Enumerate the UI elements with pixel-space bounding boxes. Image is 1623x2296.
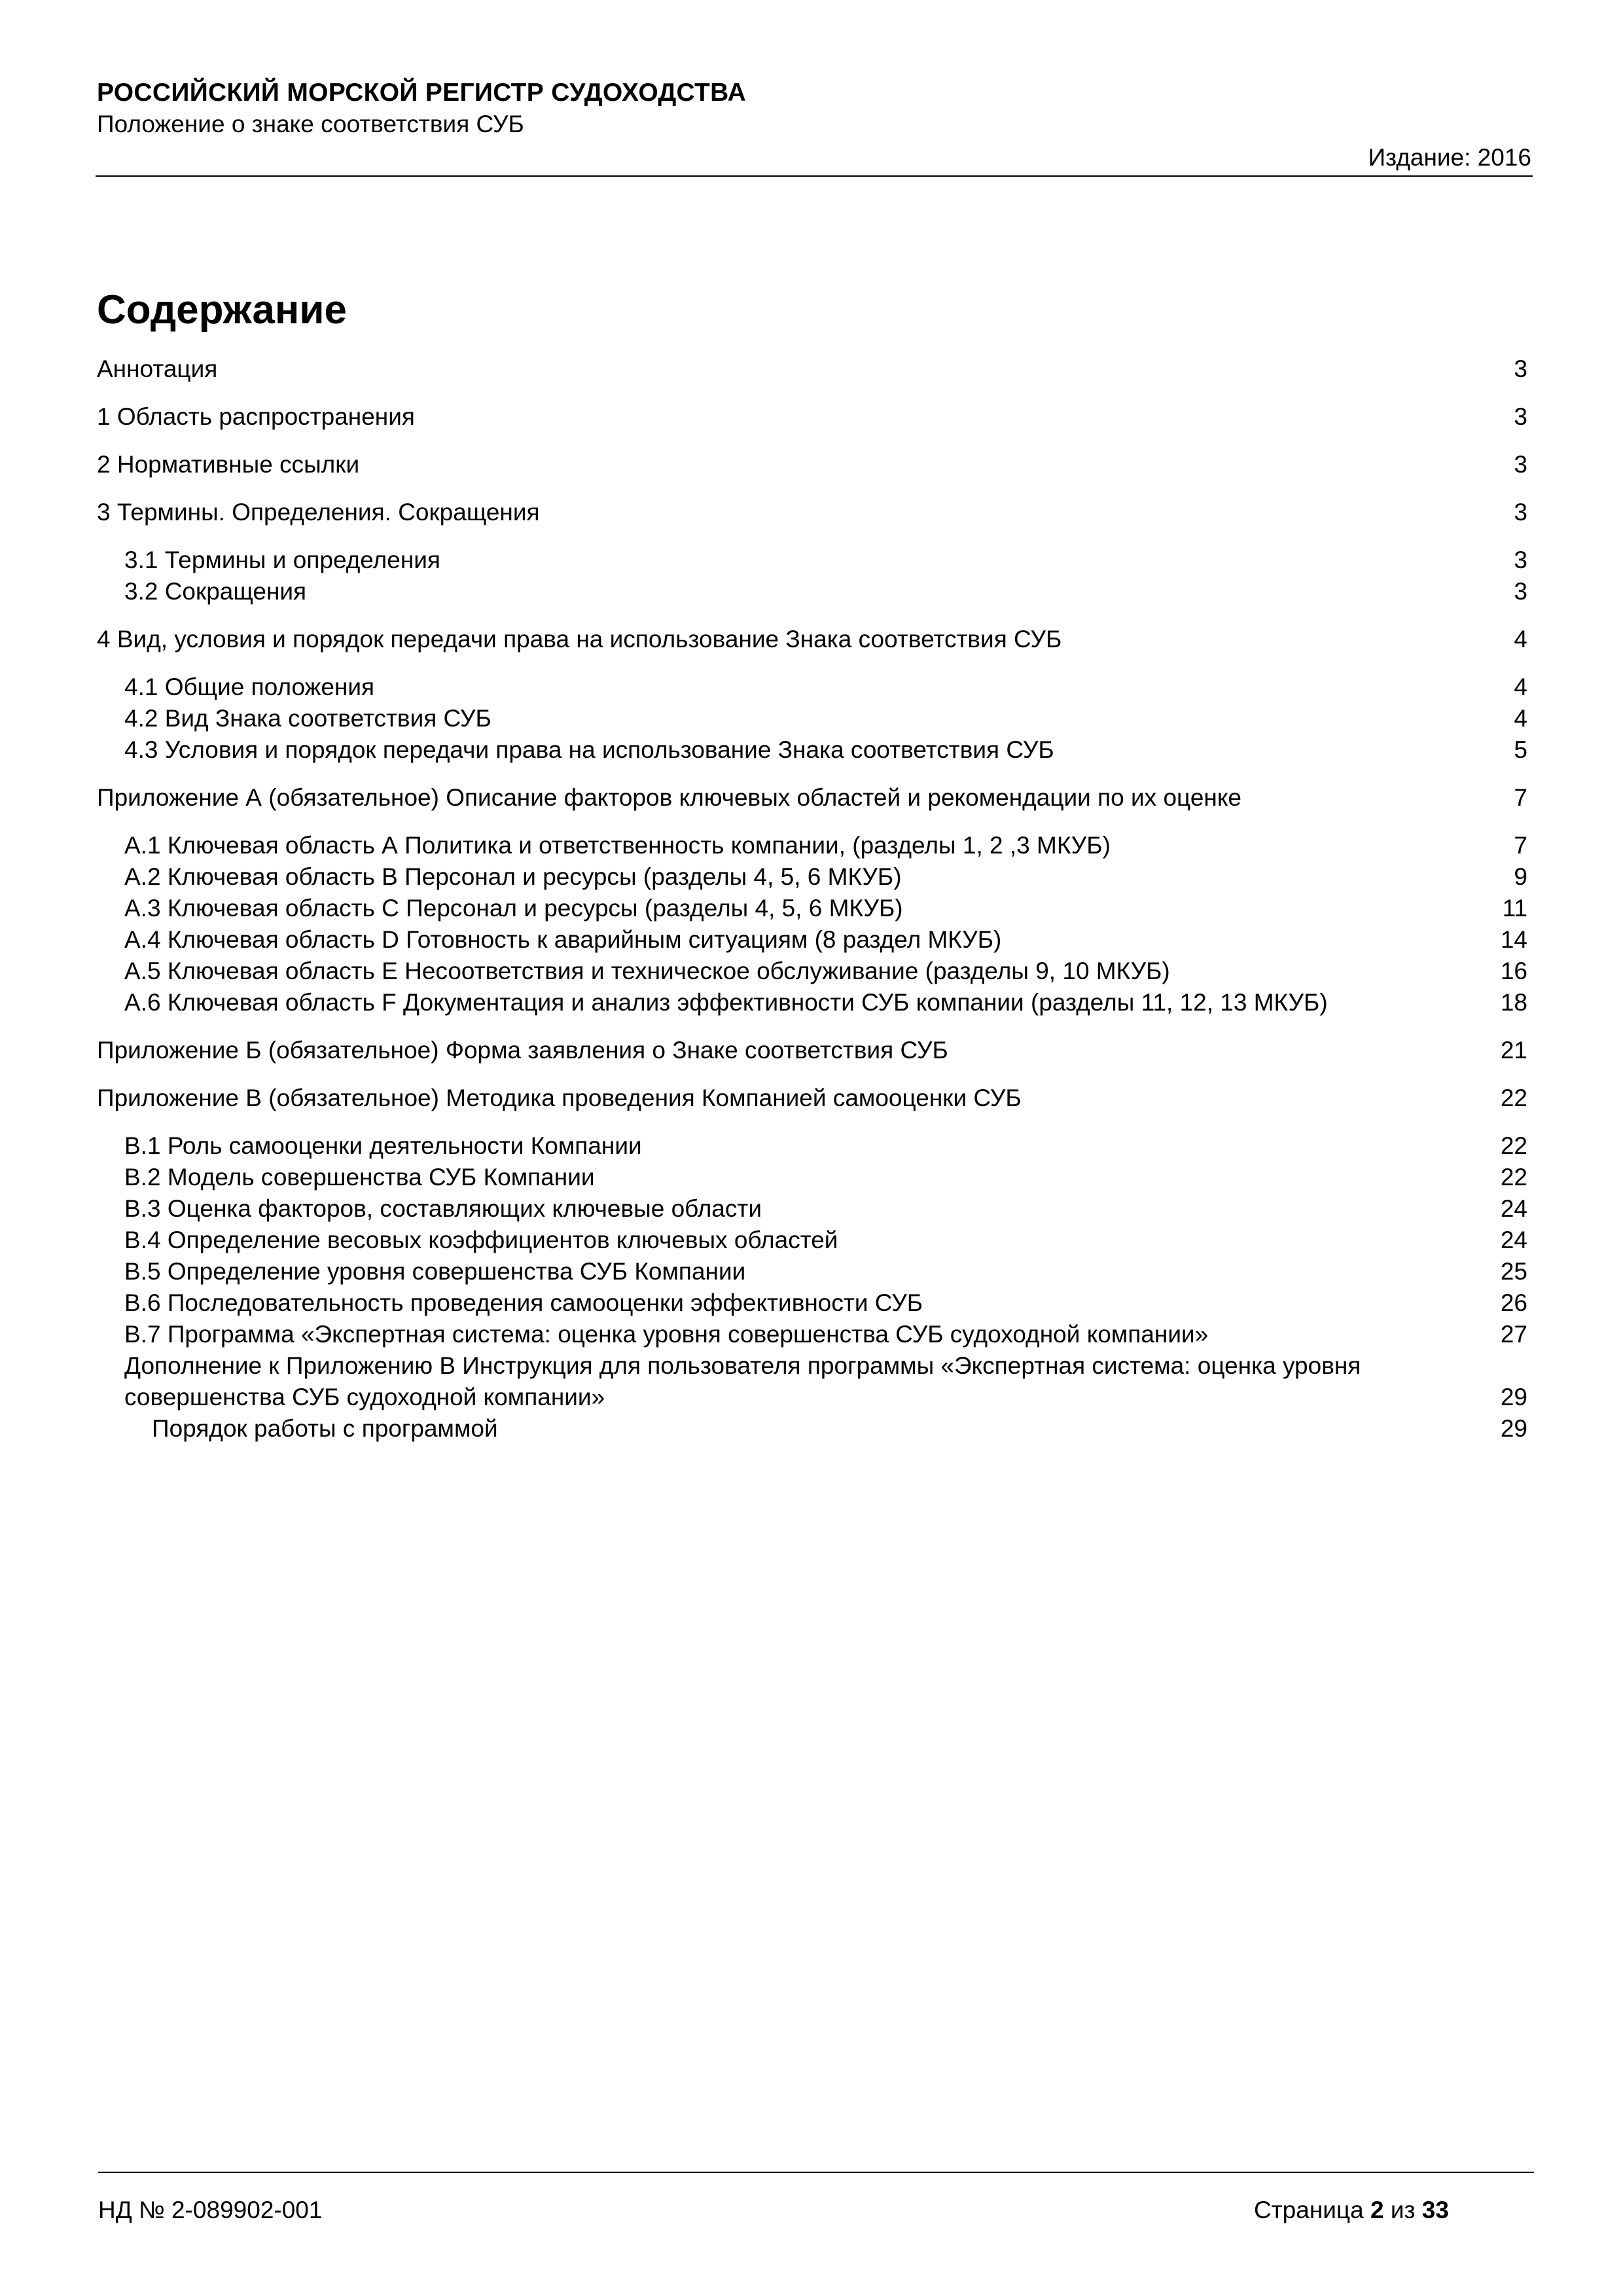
toc-entry[interactable] [97, 353, 1527, 385]
edition-label: Издание: 2016 [1368, 144, 1531, 171]
toc-entry-page: 22 [1500, 1132, 1527, 1159]
toc-entry-text: Приложение В (обязательное) Методика проведения Компанией самооценки СУБ [97, 1085, 1022, 1111]
toc-entry-page: 3 [1514, 578, 1527, 605]
toc-entry[interactable] [97, 1225, 1527, 1256]
toc-entry-page: 24 [1500, 1195, 1527, 1222]
toc-entry-page: 7 [1514, 832, 1527, 859]
toc-entry-page: 16 [1500, 958, 1527, 984]
toc-entry-page: 24 [1500, 1227, 1527, 1253]
toc-entry[interactable] [97, 545, 1527, 576]
toc-entry[interactable] [97, 672, 1527, 703]
toc-entry-page: 3 [1514, 547, 1527, 573]
toc-entry-page: 5 [1514, 736, 1527, 763]
toc-entry-text: Аннотация [97, 355, 218, 382]
toc-entry[interactable] [97, 924, 1527, 956]
toc-entry-text: 4 Вид, условия и порядок передачи права на использование Знака соответствия СУБ [97, 626, 1062, 653]
toc-entry-page: 4 [1514, 626, 1527, 653]
toc-entry-text: В.6 Последовательность проведения самооценки эффективности СУБ [124, 1289, 923, 1316]
toc-entry[interactable] [97, 1319, 1527, 1350]
toc-entry[interactable] [97, 1083, 1527, 1114]
toc-entry[interactable] [97, 893, 1527, 924]
toc-entry[interactable] [97, 782, 1527, 814]
toc-entry-page: 18 [1500, 989, 1527, 1016]
toc-entry-page: 9 [1514, 863, 1527, 890]
document-title: Положение о знаке соответствия СУБ [97, 111, 524, 137]
page-total: 33 [1421, 2197, 1449, 2223]
toc-entry-page: 3 [1514, 403, 1527, 430]
toc-entry-page: 3 [1514, 499, 1527, 526]
toc-entry[interactable] [97, 987, 1527, 1018]
toc-title: Содержание [97, 287, 347, 332]
toc-entry-text: В.2 Модель совершенства СУБ Компании [124, 1164, 595, 1191]
toc-entry-page: 29 [1500, 1415, 1527, 1442]
toc-entry[interactable] [97, 1350, 1527, 1413]
toc-entry-page: 29 [1500, 1384, 1527, 1410]
toc-entry-text: В.4 Определение весовых коэффициентов ключевых областей [124, 1227, 838, 1253]
toc-entry-text: А.1 Ключевая область А Политика и ответственность компании, (разделы 1, 2 ,3 МКУБ) [124, 832, 1111, 859]
toc-entry-text: В.3 Оценка факторов, составляющих ключевые области [124, 1195, 762, 1222]
toc-entry-page: 4 [1514, 705, 1527, 732]
table-of-contents [97, 353, 1527, 1444]
toc-entry[interactable] [97, 1287, 1527, 1319]
toc-entry[interactable] [97, 734, 1527, 766]
toc-entry[interactable] [97, 401, 1527, 433]
toc-entry[interactable] [97, 1256, 1527, 1287]
toc-entry-text: 4.1 Общие положения [124, 673, 375, 700]
toc-entry-text: В.1 Роль самооценки деятельности Компании [124, 1132, 642, 1159]
toc-entry-text: 3 Термины. Определения. Сокращения [97, 499, 540, 526]
toc-entry[interactable] [97, 703, 1527, 734]
toc-entry[interactable] [97, 1193, 1527, 1225]
page-prefix: Страница [1254, 2197, 1364, 2223]
toc-entry-page: 14 [1500, 926, 1527, 953]
toc-entry[interactable] [97, 624, 1527, 655]
toc-entry-text: Порядок работы с программой [152, 1415, 498, 1442]
page-separator: из [1390, 2197, 1416, 2223]
footer-divider [98, 2172, 1534, 2173]
toc-entry-text: А.6 Ключевая область F Документация и анализ эффективности СУБ компании (разделы 11, 12, 13 МКУБ) [124, 989, 1328, 1016]
header-divider [96, 175, 1533, 177]
toc-entry-text: 1 Область распространения [97, 403, 415, 430]
organization-name: РОССИЙСКИЙ МОРСКОЙ РЕГИСТР СУДОХОДСТВА [97, 79, 747, 107]
toc-entry-text: В.7 Программа «Экспертная система: оценка уровня совершенства СУБ судоходной компании» [124, 1321, 1209, 1348]
toc-entry-text: Приложение Б (обязательное) Форма заявления о Знаке соответствия СУБ [97, 1037, 948, 1064]
toc-entry-text: 4.3 Условия и порядок передачи права на использование Знака соответствия СУБ [124, 736, 1054, 763]
toc-entry[interactable] [97, 1035, 1527, 1066]
toc-entry[interactable] [97, 1130, 1527, 1162]
toc-entry-text: А.5 Ключевая область E Несоответствия и техническое обслуживание (разделы 9, 10 МКУБ) [124, 958, 1170, 984]
toc-entry-page: 7 [1514, 784, 1527, 811]
toc-entry-page: 21 [1500, 1037, 1527, 1064]
page-indicator [1254, 2197, 1449, 2224]
toc-entry-text: 3.2 Сокращения [124, 578, 307, 605]
toc-entry-text: 4.2 Вид Знака соответствия СУБ [124, 705, 491, 732]
toc-entry-page: 11 [1502, 895, 1527, 922]
toc-entry-page: 25 [1500, 1258, 1527, 1285]
toc-entry-text: Приложение А (обязательное) Описание факторов ключевых областей и рекомендации по их оценке [97, 784, 1242, 811]
toc-entry-page: 27 [1500, 1321, 1527, 1348]
page-header [97, 73, 1531, 177]
toc-entry[interactable] [97, 830, 1527, 861]
document-number: НД № 2-089902-001 [98, 2197, 323, 2223]
toc-entry-text: В.5 Определение уровня совершенства СУБ Компании [124, 1258, 746, 1285]
toc-entry-text: Дополнение к Приложению В Инструкция для пользователя программы «Экспертная система: оценка уровня совершенства СУБ судоходной компании» [124, 1352, 1361, 1410]
toc-entry-page: 3 [1514, 355, 1527, 382]
toc-entry[interactable] [97, 956, 1527, 987]
toc-entry[interactable] [97, 449, 1527, 480]
page-current: 2 [1370, 2197, 1384, 2223]
toc-entry-page: 3 [1514, 451, 1527, 478]
toc-entry-page: 26 [1500, 1289, 1527, 1316]
toc-entry-text: 3.1 Термины и определения [124, 547, 440, 573]
toc-entry-text: А.4 Ключевая область D Готовность к аварийным ситуациям (8 раздел МКУБ) [124, 926, 1002, 953]
toc-entry[interactable] [97, 861, 1527, 893]
toc-entry[interactable] [97, 576, 1527, 607]
toc-entry-page: 4 [1514, 673, 1527, 700]
toc-entry[interactable] [97, 1413, 1527, 1444]
toc-entry[interactable] [97, 497, 1527, 528]
toc-entry-page: 22 [1500, 1164, 1527, 1191]
toc-entry[interactable] [97, 1162, 1527, 1193]
toc-entry-text: А.2 Ключевая область B Персонал и ресурсы (разделы 4, 5, 6 МКУБ) [124, 863, 902, 890]
toc-entry-text: А.3 Ключевая область C Персонал и ресурсы (разделы 4, 5, 6 МКУБ) [124, 895, 903, 922]
toc-entry-page: 22 [1500, 1085, 1527, 1111]
toc-entry-text: 2 Нормативные ссылки [97, 451, 360, 478]
